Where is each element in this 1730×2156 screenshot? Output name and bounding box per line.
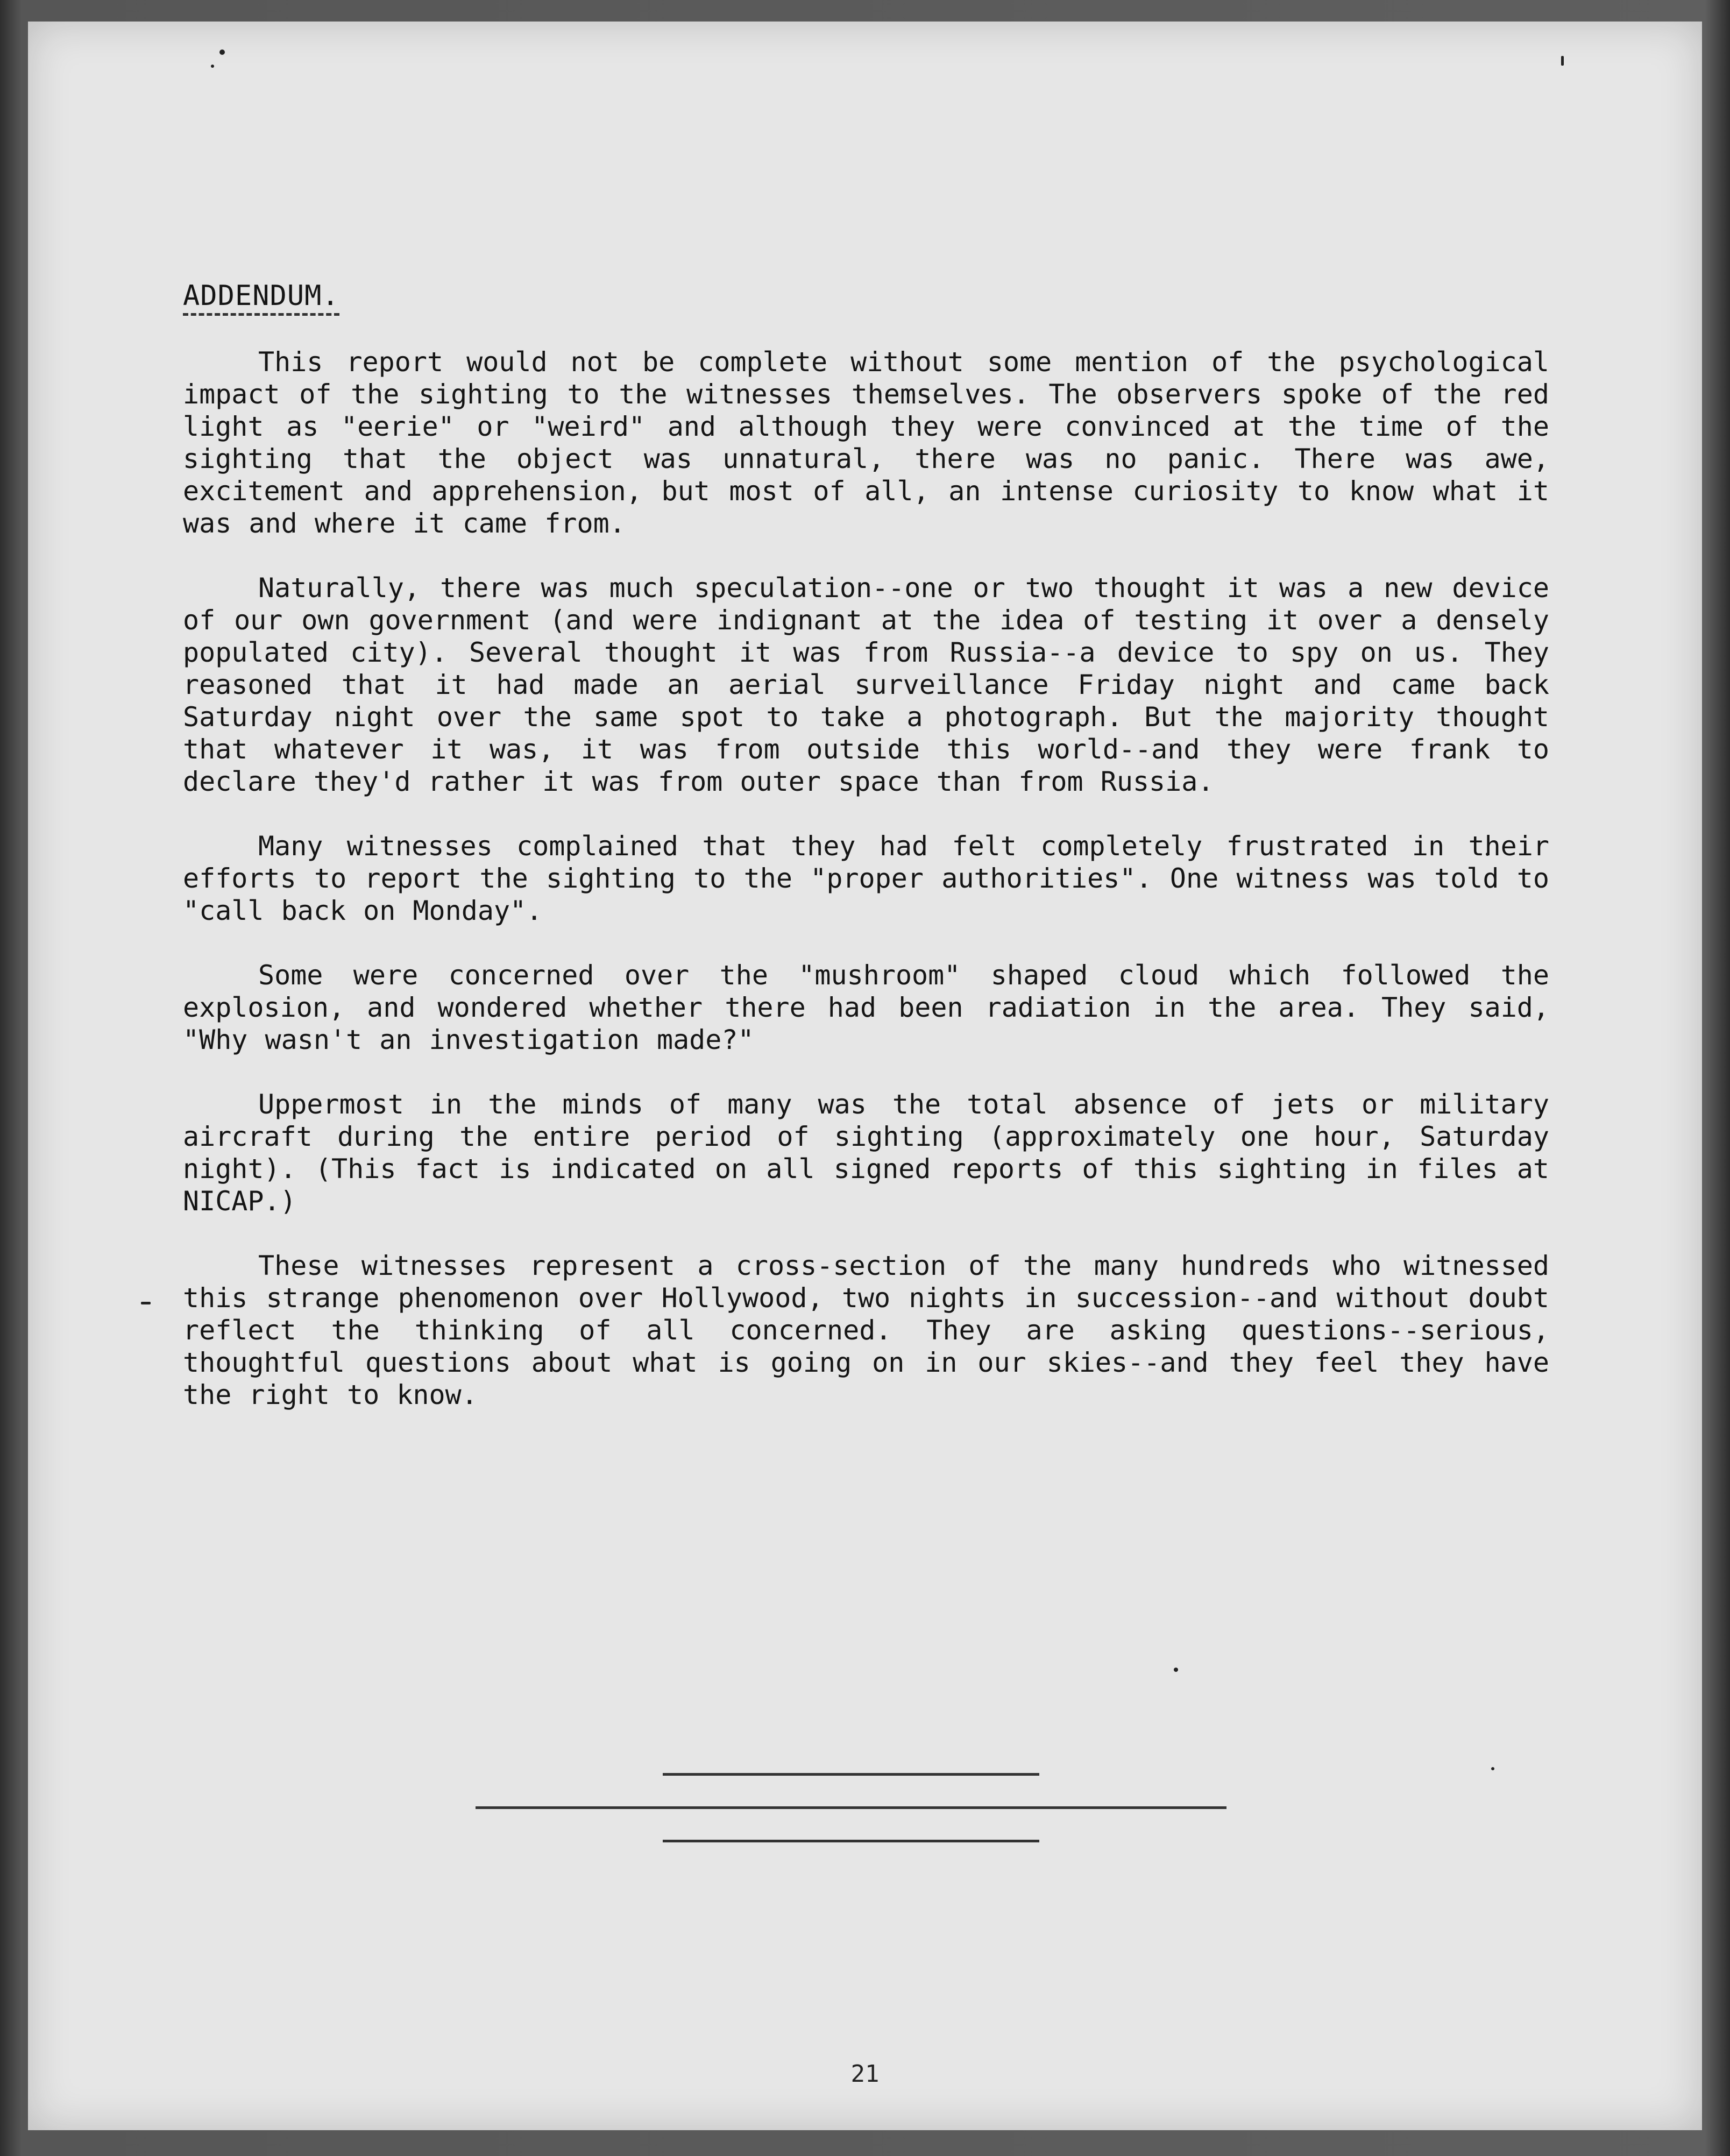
signature-line	[663, 1773, 1039, 1776]
paragraph-frustration: Many witnesses complained that they had felt completely frustrated in their efforts to report the sighting to the "proper authorities". One witness was told to "call back on Monday".	[183, 831, 1549, 926]
paragraph-psychological-impact: This report would not be complete without some mention of the psychological impact of the sighting to the witnesses themselves. The observers spoke of the red light as "eerie" or "weird" and although they were convinced at the time of the sighting that the object was unnatural, there was no panic. There was awe, excitement and apprehension, but most of all, an intense curiosity to know what it was and where it came from.	[183, 346, 1549, 539]
scan-speck	[1491, 1767, 1494, 1770]
scan-speck	[1561, 56, 1564, 66]
scan-speck	[219, 49, 225, 55]
document-body	[183, 280, 1549, 1443]
signature-line	[476, 1806, 1226, 1809]
scan-speck	[211, 65, 214, 68]
document-page	[28, 22, 1702, 2130]
page-number: 21	[850, 2060, 880, 2088]
paragraph-cross-section: These witnesses represent a cross-section of the many hundreds who witnessed this strange phenomenon over Hollywood, two nights in succession--and without doubt reflect the thinking of all concerned. They are asking questions--serious, thoughtful questions about what is going on in our skies--and they feel they have the right to know.	[183, 1250, 1549, 1410]
scan-speck	[1174, 1668, 1178, 1672]
scan-speck	[141, 1302, 151, 1304]
signature-line	[663, 1840, 1039, 1842]
paragraph-speculation: Naturally, there was much speculation--one or two thought it was a new device of our own government (and were indignant at the idea of testing it over a densely populated city). Several thought it was from Russia--a device to spy on us. They reasoned that it had made an aerial surveillance Friday night and came back Saturday night over the same spot to take a photograph. But the majority thought that whatever it was, it was from outside this world--and they were frank to declare they'd rather it was from outer space than from Russia.	[183, 572, 1549, 797]
paragraph-absence-of-aircraft: Uppermost in the minds of many was the total absence of jets or military aircraft during the entire period of sighting (approximately one hour, Saturday night). (This fact is indicated on all signed reports of this sighting in files at NICAP.)	[183, 1089, 1549, 1217]
paragraph-mushroom-cloud: Some were concerned over the "mushroom" shaped cloud which followed the explosion, and wondered whether there had been radiation in the area. They said, "Why wasn't an investigation made?"	[183, 960, 1549, 1055]
addendum-heading: ADDENDUM.	[183, 280, 339, 316]
